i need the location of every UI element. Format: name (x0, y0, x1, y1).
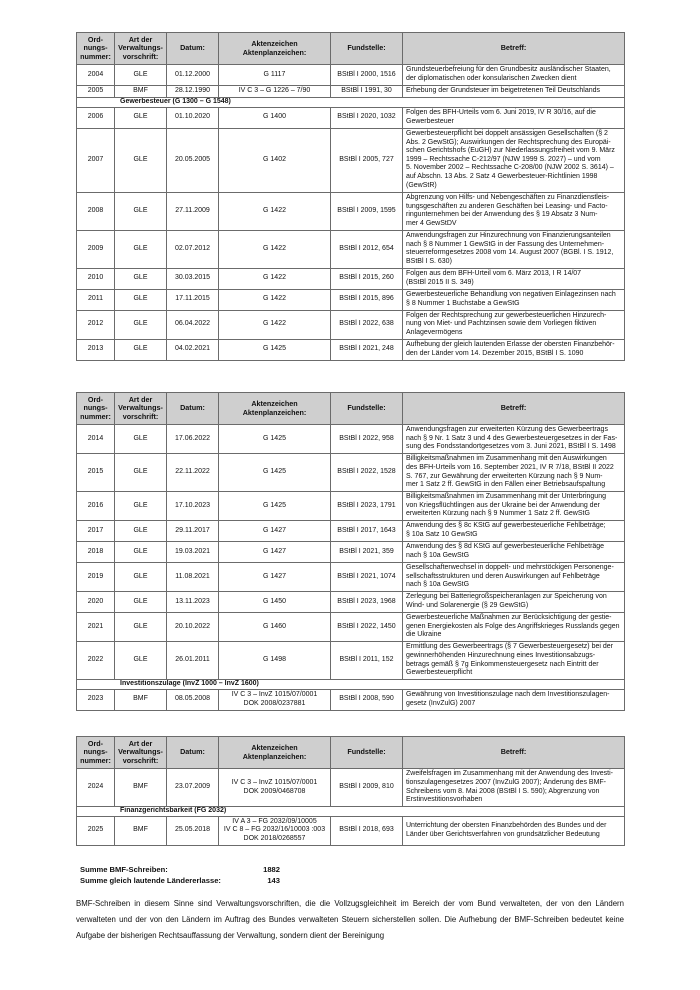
art-cell: GLE (115, 107, 167, 128)
art-cell: GLE (115, 592, 167, 613)
datum-cell: 27.11.2009 (167, 192, 219, 230)
ordnungsnummer-cell: 2020 (77, 592, 115, 613)
table-row (77, 492, 625, 521)
art-cell: GLE (115, 613, 167, 642)
betreff-cell: Gewährung von Investitionszulage nach dem Investitionszulagen- gesetz (InvZulG) 2007 (403, 689, 625, 710)
art-cell: GLE (115, 128, 167, 192)
aktenzeichen-cell: G 1450 (219, 592, 331, 613)
table-header-row (77, 33, 625, 65)
aktenzeichen-cell: G 1427 (219, 542, 331, 563)
fundstelle-cell: BStBl I 2015, 260 (331, 268, 403, 289)
aktenzeichen-cell: G 1425 (219, 492, 331, 521)
column-header: Art der Verwaltungs- vorschrift: (115, 33, 167, 65)
betreff-cell: Gewerbesteuerliche Maßnahmen zur Berücksichtigung der gestie- genen Energiekosten als Folge des Angriffskrieges Russlands gegen die Ukraine (403, 613, 625, 642)
fundstelle-cell: BStBl I 2020, 1032 (331, 107, 403, 128)
art-cell: GLE (115, 339, 167, 360)
betreff-cell: Folgen aus dem BFH-Urteil vom 6. März 2013, I R 14/07 (BStBl 2015 II S. 349) (403, 268, 625, 289)
fundstelle-cell: BStBl I 2022, 1450 (331, 613, 403, 642)
section-title: Gewerbesteuer (G 1300 – G 1548) (77, 98, 625, 108)
datum-cell: 25.05.2018 (167, 816, 219, 845)
betreff-cell: Anwendungsfragen zur erweiterten Kürzung des Gewerbeertrags nach § 9 Nr. 1 Satz 3 und 4 des Gewerbesteuergesetzes in der Fas- sung des Fondsstandortgesetzes vom 3. Juni 2021, BStBl I S. 1498 (403, 425, 625, 454)
sum-bmf-label: Summe BMF-Schreiben: (80, 865, 168, 874)
table-row (77, 454, 625, 492)
table-row (77, 592, 625, 613)
column-header: Betreff: (403, 33, 625, 65)
datum-cell: 11.08.2021 (167, 563, 219, 592)
ordnungsnummer-cell: 2011 (77, 289, 115, 310)
betreff-cell: Folgen des BFH-Urteils vom 6. Juni 2019, IV R 30/16, auf die Gewerbesteuer (403, 107, 625, 128)
ordnungsnummer-cell: 2024 (77, 769, 115, 807)
fundstelle-cell: BStBl I 2023, 1968 (331, 592, 403, 613)
betreff-cell: Abgrenzung von Hilfs- und Nebengeschäften zu Finanzdienstleis- tungsgeschäften zu anderen Geschäften bei Leasing- und Facto- ringunternehmen bei der Anwendung des § 19 Absatz 3 Num- mer 4 GewStDV (403, 192, 625, 230)
regulation-table-2 (76, 392, 625, 711)
table-row (77, 268, 625, 289)
aktenzeichen-cell: G 1427 (219, 563, 331, 592)
ordnungsnummer-cell: 2008 (77, 192, 115, 230)
summary-block (80, 864, 280, 886)
fundstelle-cell: BStBl I 2021, 1074 (331, 563, 403, 592)
art-cell: BMF (115, 689, 167, 710)
table-row (77, 769, 625, 807)
ordnungsnummer-cell: 2007 (77, 128, 115, 192)
table-row (77, 563, 625, 592)
aktenzeichen-cell: G 1422 (219, 268, 331, 289)
betreff-cell: Grundsteuerbefreiung für den Grundbesitz ausländischer Staaten, der diplomatischen oder konsularischen Zwecken dient (403, 65, 625, 86)
ordnungsnummer-cell: 2015 (77, 454, 115, 492)
art-cell: BMF (115, 769, 167, 807)
column-header: Fundstelle: (331, 393, 403, 425)
sum-laender-value: 143 (267, 876, 280, 885)
aktenzeichen-cell: IV C 3 – InvZ 1015/07/0001 DOK 2008/0237881 (219, 689, 331, 710)
fundstelle-cell: BStBl I 2015, 896 (331, 289, 403, 310)
aktenzeichen-cell: G 1425 (219, 339, 331, 360)
body-paragraph: BMF-Schreiben in diesem Sinne sind Verwaltungsvorschriften, die die Vollzugsgleichheit im Bereich der vom Bund verwalteten, der von den Ländern verwalteten und der von den Ländern im Auftrag des Bundes verwalteten Steuern sicherstellen sollen. Die Aufhebung der BMF-Schreiben bedeutet keine Aufgabe der bisherigen Rechtsauffassung der Verwaltung, sondern dient der Bereinigung (76, 899, 624, 940)
betreff-cell: Erhebung der Grundsteuer im beigetretenen Teil Deutschlands (403, 86, 625, 98)
ordnungsnummer-cell: 2019 (77, 563, 115, 592)
section-row (77, 680, 625, 690)
fundstelle-cell: BStBl I 2009, 1595 (331, 192, 403, 230)
betreff-cell: Ermittlung des Gewerbeertrags (§ 7 Gewerbesteuergesetz) bei der gewinnerhöhenden Hinzurechnung eines Investitionsabzugs- betrags gemäß § 7g Einkommensteuergesetz nach Eintritt der Gewerbesteuerpflicht (403, 642, 625, 680)
datum-cell: 08.05.2008 (167, 689, 219, 710)
section-row (77, 807, 625, 817)
column-header: Datum: (167, 393, 219, 425)
table-row (77, 339, 625, 360)
betreff-cell: Billigkeitsmaßnahmen im Zusammenhang mit der Unterbringung von Kriegsflüchtlingen aus der Ukraine bei der Anwendung der erweiterten Kürzung nach § 9 Nummer 1 Satz 2 ff. GewStG (403, 492, 625, 521)
fundstelle-cell: BStBl I 2018, 693 (331, 816, 403, 845)
aktenzeichen-cell: IV A 3 – FG 2032/09/10005 IV C 8 – FG 2032/16/10003 :003 DOK 2018/0268557 (219, 816, 331, 845)
ordnungsnummer-cell: 2025 (77, 816, 115, 845)
column-header: Fundstelle: (331, 737, 403, 769)
fundstelle-cell: BStBl I 2022, 958 (331, 425, 403, 454)
betreff-cell: Gewerbesteuerliche Behandlung von negativen Einlagezinsen nach § 8 Nummer 1 Buchstabe a GewStG (403, 289, 625, 310)
art-cell: BMF (115, 816, 167, 845)
table-row (77, 542, 625, 563)
aktenzeichen-cell: IV C 3 – G 1226 – 7/90 (219, 86, 331, 98)
sum-bmf-value: 1882 (263, 865, 280, 874)
betreff-cell: Folgen der Rechtsprechung zur gewerbesteuerlichen Hinzurech- nung von Miet- und Pachtzinsen sowie dem Vorliegen fiktiven Anlagevermögens (403, 310, 625, 339)
table-row (77, 65, 625, 86)
table-row (77, 310, 625, 339)
fundstelle-cell: BStBl I 2011, 152 (331, 642, 403, 680)
column-header: Fundstelle: (331, 33, 403, 65)
ordnungsnummer-cell: 2009 (77, 230, 115, 268)
table-row (77, 816, 625, 845)
art-cell: GLE (115, 542, 167, 563)
fundstelle-cell: BStBl I 2021, 359 (331, 542, 403, 563)
betreff-cell: Gewerbesteuerpflicht bei doppelt ansässigen Gesellschaften (§ 2 Abs. 2 GewStG); Auswirkungen der Rechtsprechung des Europäi- schen Gerichtshofs (EuGH) zur Niederlassungsfreiheit vom 9. März 1999 – Rechtssache C-212/97 (NJW 1999 S. 2027) – und vom 5. November 2002 – Rechtssache C-208/00 (NJW 2002 S. 3614) – auf Abschn. 13 Abs. 2 Satz 4 Gewerbesteuer-Richtlinien 1998 (GewStR) (403, 128, 625, 192)
section-title: Finanzgerichtsbarkeit (FG 2032) (77, 807, 625, 817)
datum-cell: 26.01.2011 (167, 642, 219, 680)
ordnungsnummer-cell: 2021 (77, 613, 115, 642)
aktenzeichen-cell: G 1400 (219, 107, 331, 128)
ordnungsnummer-cell: 2010 (77, 268, 115, 289)
datum-cell: 02.07.2012 (167, 230, 219, 268)
aktenzeichen-cell: G 1460 (219, 613, 331, 642)
art-cell: GLE (115, 289, 167, 310)
betreff-cell: Anwendung des § 8d KStG auf gewerbesteuerliche Fehlbeträge nach § 10a GewStG (403, 542, 625, 563)
table-header-row (77, 393, 625, 425)
art-cell: GLE (115, 642, 167, 680)
fundstelle-cell: BStBl I 2022, 1528 (331, 454, 403, 492)
datum-cell: 30.03.2015 (167, 268, 219, 289)
table-row (77, 425, 625, 454)
table-header-row (77, 737, 625, 769)
art-cell: GLE (115, 454, 167, 492)
aktenzeichen-cell: G 1498 (219, 642, 331, 680)
datum-cell: 23.07.2009 (167, 769, 219, 807)
fundstelle-cell: BStBl I 2023, 1791 (331, 492, 403, 521)
sum-laender-label: Summe gleich lautende Ländererlasse: (80, 876, 221, 885)
aktenzeichen-cell: G 1425 (219, 425, 331, 454)
table-row (77, 86, 625, 98)
aktenzeichen-cell: G 1422 (219, 192, 331, 230)
column-header: Datum: (167, 737, 219, 769)
art-cell: GLE (115, 230, 167, 268)
table-row (77, 613, 625, 642)
aktenzeichen-cell: IV C 3 – InvZ 1015/07/0001 DOK 2009/0468708 (219, 769, 331, 807)
column-header: Art der Verwaltungs- vorschrift: (115, 737, 167, 769)
aktenzeichen-cell: G 1422 (219, 289, 331, 310)
datum-cell: 22.11.2022 (167, 454, 219, 492)
datum-cell: 20.10.2022 (167, 613, 219, 642)
column-header: Aktenzeichen Aktenplanzeichen: (219, 393, 331, 425)
art-cell: GLE (115, 310, 167, 339)
datum-cell: 04.02.2021 (167, 339, 219, 360)
regulation-table-3 (76, 736, 625, 846)
table-row (77, 642, 625, 680)
column-header: Betreff: (403, 737, 625, 769)
betreff-cell: Gesellschafterwechsel in doppelt- und mehrstöckigen Personenge- sellschaftsstrukturen und deren Auswirkungen auf Fehlbeträge nach § 10a GewStG (403, 563, 625, 592)
column-header: Aktenzeichen Aktenplanzeichen: (219, 33, 331, 65)
ordnungsnummer-cell: 2014 (77, 425, 115, 454)
aktenzeichen-cell: G 1117 (219, 65, 331, 86)
art-cell: GLE (115, 521, 167, 542)
betreff-cell: Anwendungsfragen zur Hinzurechnung von Finanzierungsanteilen nach § 8 Nummer 1 GewStG in der Fassung des Unternehmen- steuerreformgesetzes 2008 vom 14. August 2007 (BGBl. I S. 1912, BStBl I S. 630) (403, 230, 625, 268)
art-cell: GLE (115, 563, 167, 592)
art-cell: GLE (115, 425, 167, 454)
column-header: Ord- nungs- nummer: (77, 737, 115, 769)
betreff-cell: Anwendung des § 8c KStG auf gewerbesteuerliche Fehlbeträge; § 10a Satz 10 GewStG (403, 521, 625, 542)
art-cell: GLE (115, 492, 167, 521)
ordnungsnummer-cell: 2006 (77, 107, 115, 128)
ordnungsnummer-cell: 2016 (77, 492, 115, 521)
section-row (77, 98, 625, 108)
ordnungsnummer-cell: 2022 (77, 642, 115, 680)
table-row (77, 689, 625, 710)
betreff-cell: Aufhebung der gleich lautenden Erlasse der obersten Finanzbehör- den der Länder vom 14. Dezember 2015, BStBl I S. 1090 (403, 339, 625, 360)
betreff-cell: Unterrichtung der obersten Finanzbehörden des Bundes und der Länder über Gerichtsverfahren von grundsätzlicher Bedeutung (403, 816, 625, 845)
betreff-cell: Billigkeitsmaßnahmen im Zusammenhang mit den Auswirkungen des BFH-Urteils vom 16. September 2021, IV R 7/18, BStBl II 2022 S. 767, zur Gewährung der erweiterten Kürzung nach § 9 Num- mer 1 Satz 2 ff. GewStG in den Fällen einer Betriebsaufspaltung (403, 454, 625, 492)
column-header: Art der Verwaltungs- vorschrift: (115, 393, 167, 425)
ordnungsnummer-cell: 2012 (77, 310, 115, 339)
aktenzeichen-cell: G 1402 (219, 128, 331, 192)
aktenzeichen-cell: G 1427 (219, 521, 331, 542)
table-row (77, 128, 625, 192)
datum-cell: 17.11.2015 (167, 289, 219, 310)
aktenzeichen-cell: G 1422 (219, 310, 331, 339)
table-row (77, 107, 625, 128)
datum-cell: 28.12.1990 (167, 86, 219, 98)
fundstelle-cell: BStBl I 2022, 638 (331, 310, 403, 339)
ordnungsnummer-cell: 2023 (77, 689, 115, 710)
fundstelle-cell: BStBl I 2008, 590 (331, 689, 403, 710)
section-title: Investitionszulage (InvZ 1000 – InvZ 1600) (77, 680, 625, 690)
table-row (77, 230, 625, 268)
fundstelle-cell: BStBl I 2000, 1516 (331, 65, 403, 86)
regulation-table-1 (76, 32, 625, 361)
fundstelle-cell: BStBl I 2021, 248 (331, 339, 403, 360)
datum-cell: 17.06.2022 (167, 425, 219, 454)
fundstelle-cell: BStBl I 2017, 1643 (331, 521, 403, 542)
fundstelle-cell: BStBl I 1991, 30 (331, 86, 403, 98)
datum-cell: 06.04.2022 (167, 310, 219, 339)
datum-cell: 13.11.2023 (167, 592, 219, 613)
column-header: Betreff: (403, 393, 625, 425)
datum-cell: 01.12.2000 (167, 65, 219, 86)
art-cell: GLE (115, 192, 167, 230)
aktenzeichen-cell: G 1425 (219, 454, 331, 492)
column-header: Ord- nungs- nummer: (77, 393, 115, 425)
datum-cell: 19.03.2021 (167, 542, 219, 563)
ordnungsnummer-cell: 2018 (77, 542, 115, 563)
art-cell: GLE (115, 65, 167, 86)
ordnungsnummer-cell: 2013 (77, 339, 115, 360)
datum-cell: 17.10.2023 (167, 492, 219, 521)
datum-cell: 20.05.2005 (167, 128, 219, 192)
fundstelle-cell: BStBl I 2005, 727 (331, 128, 403, 192)
column-header: Ord- nungs- nummer: (77, 33, 115, 65)
ordnungsnummer-cell: 2004 (77, 65, 115, 86)
ordnungsnummer-cell: 2017 (77, 521, 115, 542)
column-header: Datum: (167, 33, 219, 65)
table-row (77, 192, 625, 230)
fundstelle-cell: BStBl I 2012, 654 (331, 230, 403, 268)
ordnungsnummer-cell: 2005 (77, 86, 115, 98)
art-cell: BMF (115, 86, 167, 98)
betreff-cell: Zerlegung bei Batteriegroßspeicheranlagen zur Speicherung von Wind- und Solarenergie (§ 29 GewStG) (403, 592, 625, 613)
table-row (77, 521, 625, 542)
aktenzeichen-cell: G 1422 (219, 230, 331, 268)
datum-cell: 01.10.2020 (167, 107, 219, 128)
betreff-cell: Zweifelsfragen im Zusammenhang mit der Anwendung des Investi- tionszulagengesetzes 2007 (InvZulG 2007); Änderung des BMF- Schreibens vom 8. Mai 2008 (BStBl I S. 590); Abgrenzung von Erstinvestitionsvorhaben (403, 769, 625, 807)
table-row (77, 289, 625, 310)
fundstelle-cell: BStBl I 2009, 810 (331, 769, 403, 807)
datum-cell: 29.11.2017 (167, 521, 219, 542)
column-header: Aktenzeichen Aktenplanzeichen: (219, 737, 331, 769)
art-cell: GLE (115, 268, 167, 289)
